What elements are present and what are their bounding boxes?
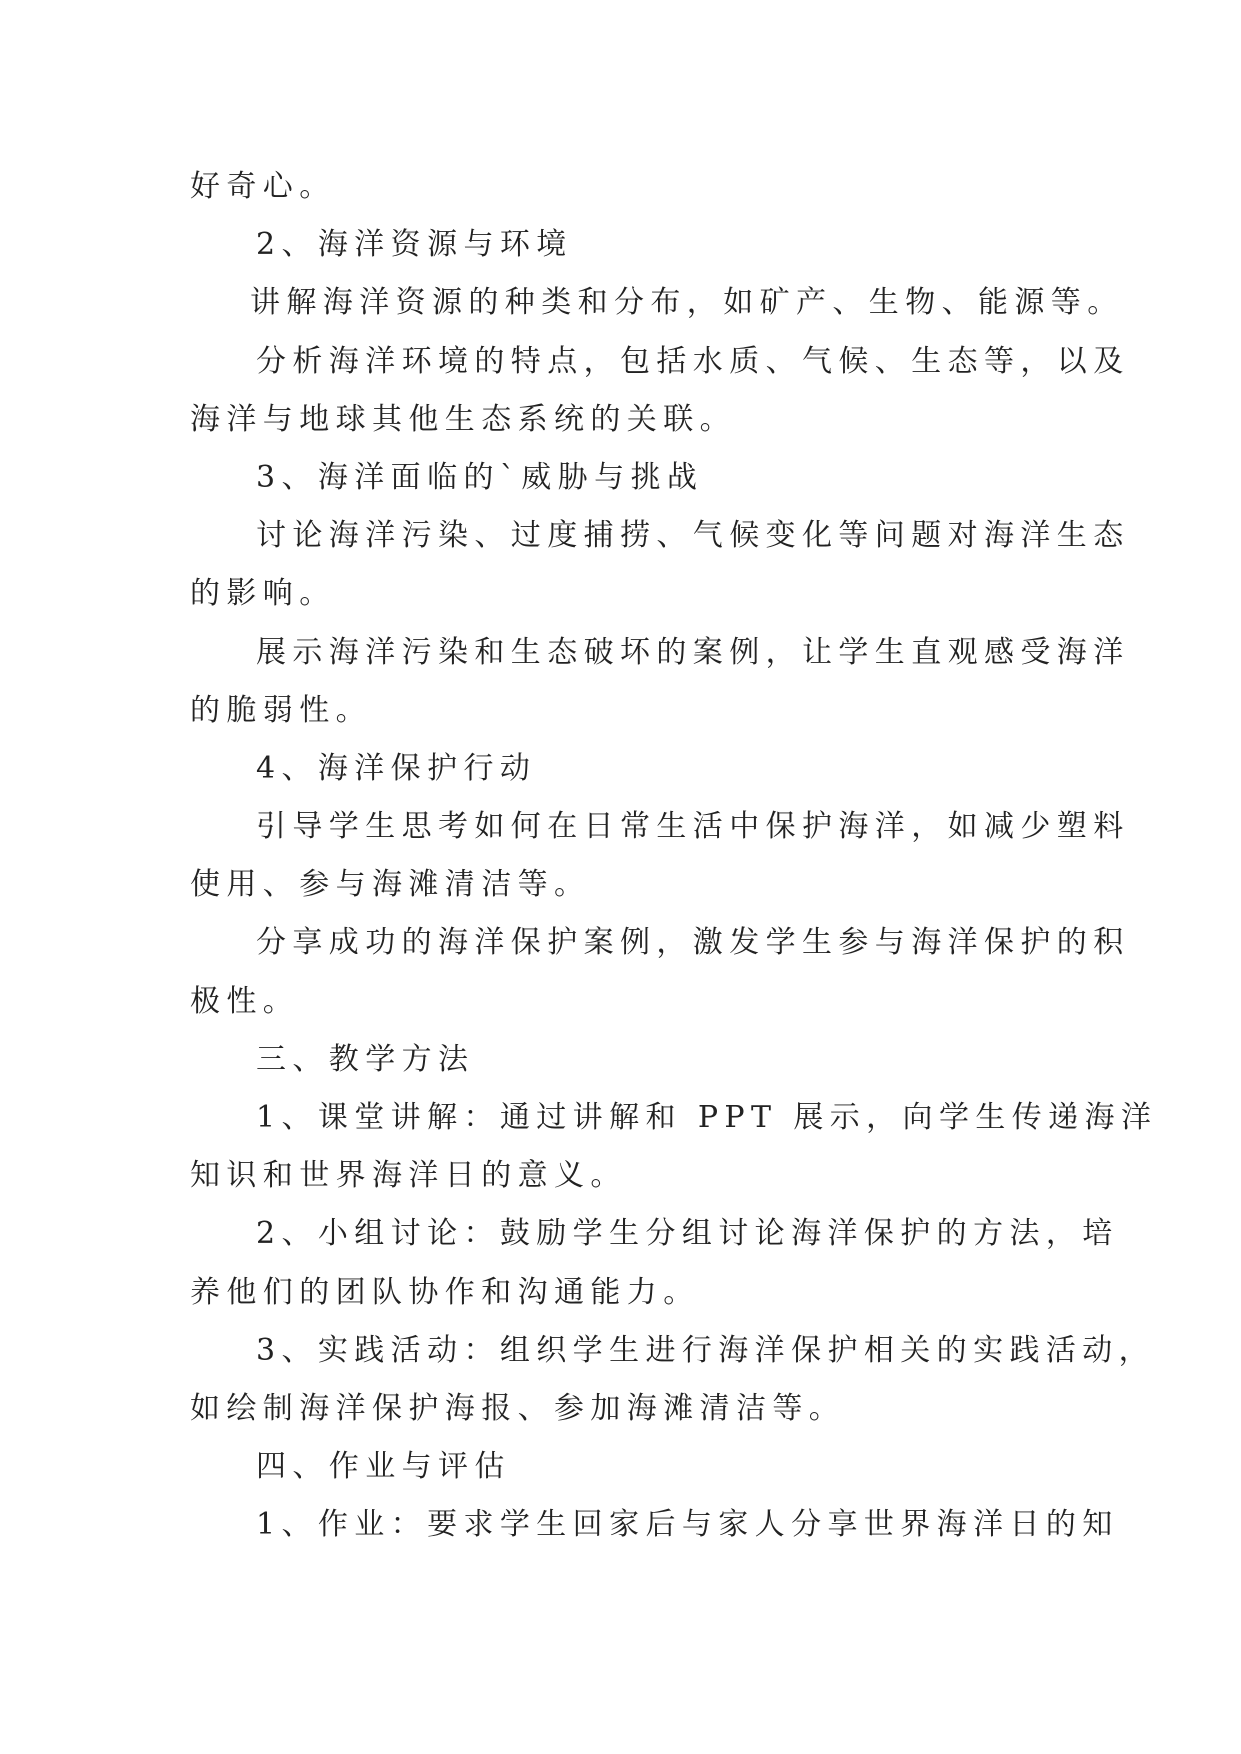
paragraph-line: 讲解海洋资源的种类和分布，如矿产、生物、能源等。 <box>250 285 1124 321</box>
paragraph-line: 展示海洋污染和生态破坏的案例，让学生直观感受海洋 <box>256 634 1130 670</box>
paragraph-line: 知识和世界海洋日的意义。 <box>190 1158 627 1194</box>
paragraph-line: 如绘制海洋保护海报、参加海滩清洁等。 <box>190 1390 846 1426</box>
paragraph-line: 分享成功的海洋保护案例，激发学生参与海洋保护的积 <box>256 925 1130 961</box>
section-heading: 3、海洋面临的`威胁与挑战 <box>256 459 704 495</box>
paragraph-line: 的影响。 <box>190 576 336 612</box>
paragraph-line: 海洋与地球其他生态系统的关联。 <box>190 401 736 437</box>
paragraph-line: 1、作业：要求学生回家后与家人分享世界海洋日的知 <box>256 1507 1119 1543</box>
paragraph-line: 2、小组讨论：鼓励学生分组讨论海洋保护的方法，培 <box>256 1216 1119 1252</box>
paragraph-line: 养他们的团队协作和沟通能力。 <box>190 1274 700 1310</box>
paragraph-line: 分析海洋环境的特点，包括水质、气候、生态等，以及 <box>256 343 1130 379</box>
section-heading: 三、教学方法 <box>256 1041 475 1077</box>
paragraph-line: 的脆弱性。 <box>190 692 372 728</box>
paragraph-line: 好奇心。 <box>190 169 336 204</box>
paragraph-line: 3、实践活动：组织学生进行海洋保护相关的实践活动， <box>256 1332 1156 1368</box>
paragraph-line: 引导学生思考如何在日常生活中保护海洋，如减少塑料 <box>256 809 1130 845</box>
section-heading: 2、海洋资源与环境 <box>256 227 573 263</box>
document-body <box>190 158 1158 1555</box>
section-heading: 四、作业与评估 <box>256 1449 511 1485</box>
section-heading: 4、海洋保护行动 <box>256 750 537 786</box>
paragraph-line: 讨论海洋污染、过度捕捞、气候变化等问题对海洋生态 <box>256 518 1130 554</box>
paragraph-line: 1、课堂讲解：通过讲解和 PPT 展示，向学生传递海洋 <box>256 1100 1158 1135</box>
paragraph-line: 极性。 <box>190 983 300 1019</box>
paragraph-line: 使用、参与海滩清洁等。 <box>190 867 591 903</box>
